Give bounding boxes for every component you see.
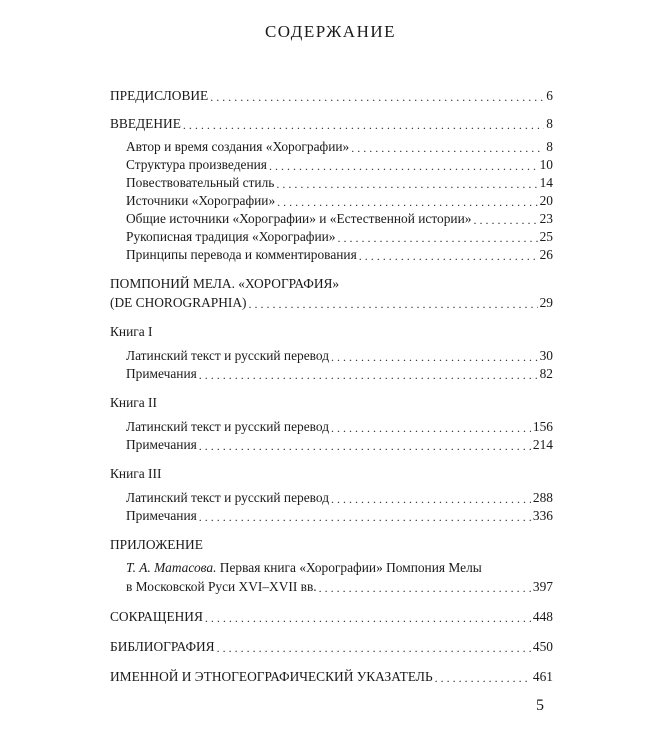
toc-page-number: 20 (539, 193, 553, 208)
toc-subentry[interactable] (110, 227, 553, 245)
toc-book-heading: Книга I (110, 324, 153, 339)
dot-leader (199, 368, 538, 382)
dot-leader (183, 118, 544, 132)
dot-leader (331, 350, 538, 364)
toc-subentry-label: Структура произведения (126, 157, 267, 172)
toc-entry-intro[interactable] (110, 114, 553, 132)
toc-entry-label: (DE CHOROGRAPHIA) (110, 295, 247, 310)
toc-page-number: 214 (532, 437, 553, 452)
toc-entry-label: ПРЕДИСЛОВИЕ (110, 88, 209, 103)
toc-subentry-label: Примечания (126, 366, 197, 381)
toc-subentry-label: Рукописная традиция «Хорографии» (126, 229, 336, 244)
toc-subentry[interactable] (110, 488, 553, 506)
toc-subentry[interactable] (110, 364, 553, 382)
toc-subentry[interactable] (110, 245, 553, 263)
toc-book-heading: Книга III (110, 466, 162, 481)
dot-leader (199, 439, 531, 453)
toc-page-number: 23 (539, 211, 553, 226)
toc-page-number: 8 (546, 116, 553, 131)
toc-entry-index[interactable] (110, 667, 553, 685)
dot-leader (331, 421, 531, 435)
dot-leader (331, 492, 531, 506)
toc-entry-bibliography[interactable] (110, 637, 553, 655)
toc-page-number: 14 (539, 175, 553, 190)
dot-leader (249, 297, 538, 311)
toc-subentry[interactable] (110, 155, 553, 173)
dot-leader (359, 249, 538, 263)
table-of-contents (110, 86, 553, 685)
toc-page-number: 448 (532, 609, 553, 624)
dot-leader (205, 611, 531, 625)
toc-page-number: 25 (539, 229, 553, 244)
toc-subentry[interactable] (110, 506, 553, 524)
toc-subentry-label: Повествовательный стиль (126, 175, 275, 190)
toc-entry-abbreviations[interactable] (110, 607, 553, 625)
toc-page-number: 336 (532, 508, 553, 523)
toc-page-number: 10 (539, 157, 553, 172)
toc-subentry[interactable] (110, 191, 553, 209)
toc-entry-label: ИМЕННОЙ И ЭТНОГЕОГРАФИЧЕСКИЙ УКАЗАТЕЛЬ (110, 669, 433, 684)
toc-subentry-label: Первая книга «Хорографии» Помпония Мелы (219, 560, 482, 575)
toc-page-number: 8 (546, 139, 553, 154)
toc-page-number: 26 (539, 247, 553, 262)
toc-author: Т. А. Матасова. (126, 560, 217, 575)
toc-subentry-label: Общие источники «Хорографии» и «Естественной истории» (126, 211, 472, 226)
toc-subentry-label: Латинский текст и русский перевод (126, 490, 330, 505)
toc-entry-preface[interactable] (110, 86, 553, 104)
toc-page-number: 6 (546, 88, 553, 103)
dot-leader (210, 90, 544, 104)
toc-book-heading: Книга II (110, 395, 157, 410)
dot-leader (351, 141, 544, 155)
dot-leader (199, 510, 531, 524)
page-number: 5 (536, 697, 544, 714)
toc-page-number: 288 (532, 490, 553, 505)
toc-subentry-label: Латинский текст и русский перевод (126, 348, 330, 363)
page-title: СОДЕРЖАНИЕ (264, 22, 397, 41)
dot-leader (337, 231, 537, 245)
toc-page-number: 29 (539, 295, 553, 310)
toc-page-number: 450 (532, 639, 553, 654)
toc-subentry[interactable] (110, 137, 553, 155)
dot-leader (217, 641, 531, 655)
dot-leader (435, 671, 531, 685)
toc-page-number: 82 (539, 366, 553, 381)
dot-leader (277, 195, 537, 209)
toc-entry-appendix: ПРИЛОЖЕНИЕ (110, 537, 203, 552)
toc-subentry-label: в Московской Руси XVI–XVII вв. (126, 579, 317, 594)
toc-subentry-label: Примечания (126, 508, 197, 523)
toc-page-number: 397 (532, 579, 553, 594)
dot-leader (276, 177, 537, 191)
toc-subentry-label: Автор и время создания «Хорографии» (126, 139, 350, 154)
toc-subentry[interactable] (110, 435, 553, 453)
toc-entry-main-text[interactable] (110, 275, 553, 311)
dot-leader (319, 581, 531, 595)
toc-subentry[interactable] (110, 417, 553, 435)
toc-page-number: 461 (532, 669, 553, 684)
toc-subentry-label: Принципы перевода и комментирования (126, 247, 357, 262)
toc-subentry-appendix[interactable] (110, 559, 553, 595)
dot-leader (473, 213, 537, 227)
toc-subentry-label: Примечания (126, 437, 197, 452)
toc-page-number: 30 (539, 348, 553, 363)
toc-entry-label: СОКРАЩЕНИЯ (110, 609, 203, 624)
toc-subentry-label: Латинский текст и русский перевод (126, 419, 330, 434)
dot-leader (269, 159, 538, 173)
toc-subentry[interactable] (110, 346, 553, 364)
toc-subentry[interactable] (110, 209, 553, 227)
toc-entry-label: ВВЕДЕНИЕ (110, 116, 181, 131)
toc-entry-label: БИБЛИОГРАФИЯ (110, 639, 215, 654)
toc-entry-label: ПОМПОНИЙ МЕЛА. «ХОРОГРАФИЯ» (110, 276, 340, 291)
toc-page-number: 156 (532, 419, 553, 434)
toc-subentry[interactable] (110, 173, 553, 191)
toc-subentry-label: Источники «Хорографии» (126, 193, 276, 208)
